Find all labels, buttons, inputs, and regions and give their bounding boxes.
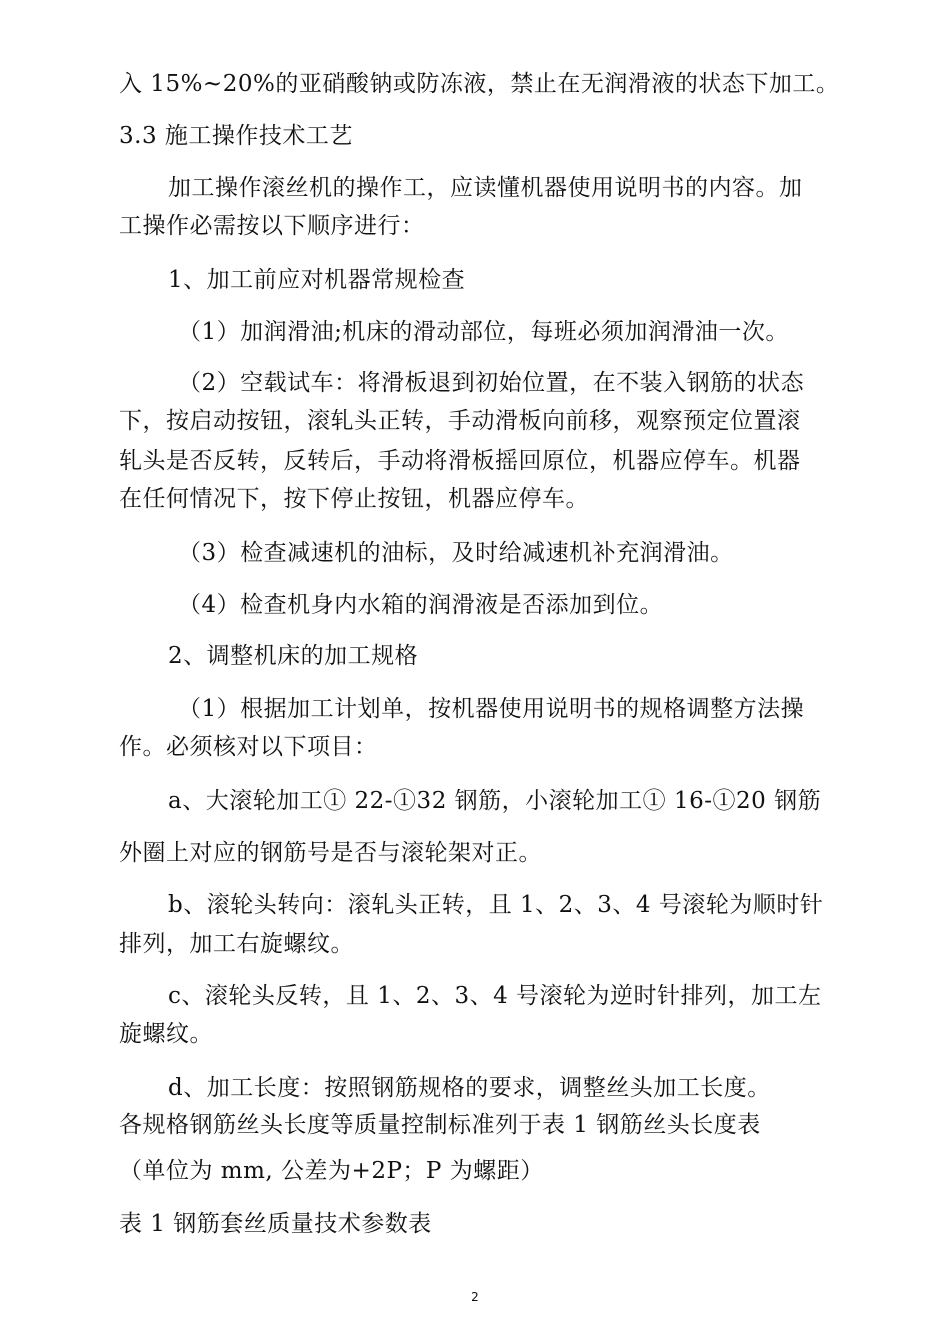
- text-line-17: 外圈上对应的钢筋号是否与滚轮架对正。: [119, 840, 542, 866]
- item-a: a、大滚轮加工① 22-①32 钢筋，小滚轮加工① 16-①20 钢筋: [168, 788, 822, 814]
- item-1-1: （1）加润滑油;机床的滑动部位，每班必须加润滑油一次。: [178, 319, 789, 345]
- subheading-1: 1、加工前应对机器常规检查: [168, 267, 466, 293]
- item-1-4: （4）检查机身内水箱的润滑液是否添加到位。: [178, 592, 664, 618]
- text-line-9: 轧头是否反转，反转后，手动将滑板摇回原位，机器应停车。机器: [119, 448, 801, 474]
- item-d: d、加工长度：按照钢筋规格的要求，调整丝头加工长度。: [168, 1075, 771, 1101]
- item-2-1: （1）根据加工计划单，按机器使用说明书的规格调整方法操: [178, 696, 805, 722]
- text-line-10: 在任何情况下，按下停止按钮，机器应停车。: [119, 486, 589, 512]
- text-line-24: （单位为 mm, 公差为+2P；P 为螺距）: [119, 1158, 544, 1184]
- text-line-4: 工操作必需按以下顺序进行：: [119, 213, 425, 239]
- section-heading-3-3: 3.3 施工操作技术工艺: [119, 123, 353, 149]
- page-number: 2: [471, 1290, 479, 1304]
- item-b: b、滚轮头转向：滚轧头正转，且 1、2、3、4 号滚轮为顺时针: [168, 892, 824, 918]
- text-line-8: 下，按启动按钮，滚轧头正转，手动滑板向前移，观察预定位置滚: [119, 408, 801, 434]
- subheading-2: 2、调整机床的加工规格: [168, 643, 419, 669]
- text-line-1: 入 15%~20%的亚硝酸钠或防冻液，禁止在无润滑液的状态下加工。: [119, 71, 840, 97]
- text-line-23: 各规格钢筋丝头长度等质量控制标准列于表 1 钢筋丝头长度表: [119, 1112, 761, 1138]
- text-line-15: 作。必须核对以下项目：: [119, 734, 378, 760]
- item-1-3: （3）检查减速机的油标，及时给减速机补充润滑油。: [178, 540, 734, 566]
- text-line-3: 加工操作滚丝机的操作工，应读懂机器使用说明书的内容。加: [168, 175, 803, 201]
- item-c: c、滚轮头反转，且 1、2、3、4 号滚轮为逆时针排列，加工左: [168, 983, 822, 1009]
- table-caption: 表 1 钢筋套丝质量技术参数表: [119, 1211, 432, 1237]
- text-line-21: 旋螺纹。: [119, 1021, 213, 1047]
- item-1-2: （2）空载试车：将滑板退到初始位置，在不装入钢筋的状态: [178, 370, 805, 396]
- text-line-19: 排列，加工右旋螺纹。: [119, 931, 354, 957]
